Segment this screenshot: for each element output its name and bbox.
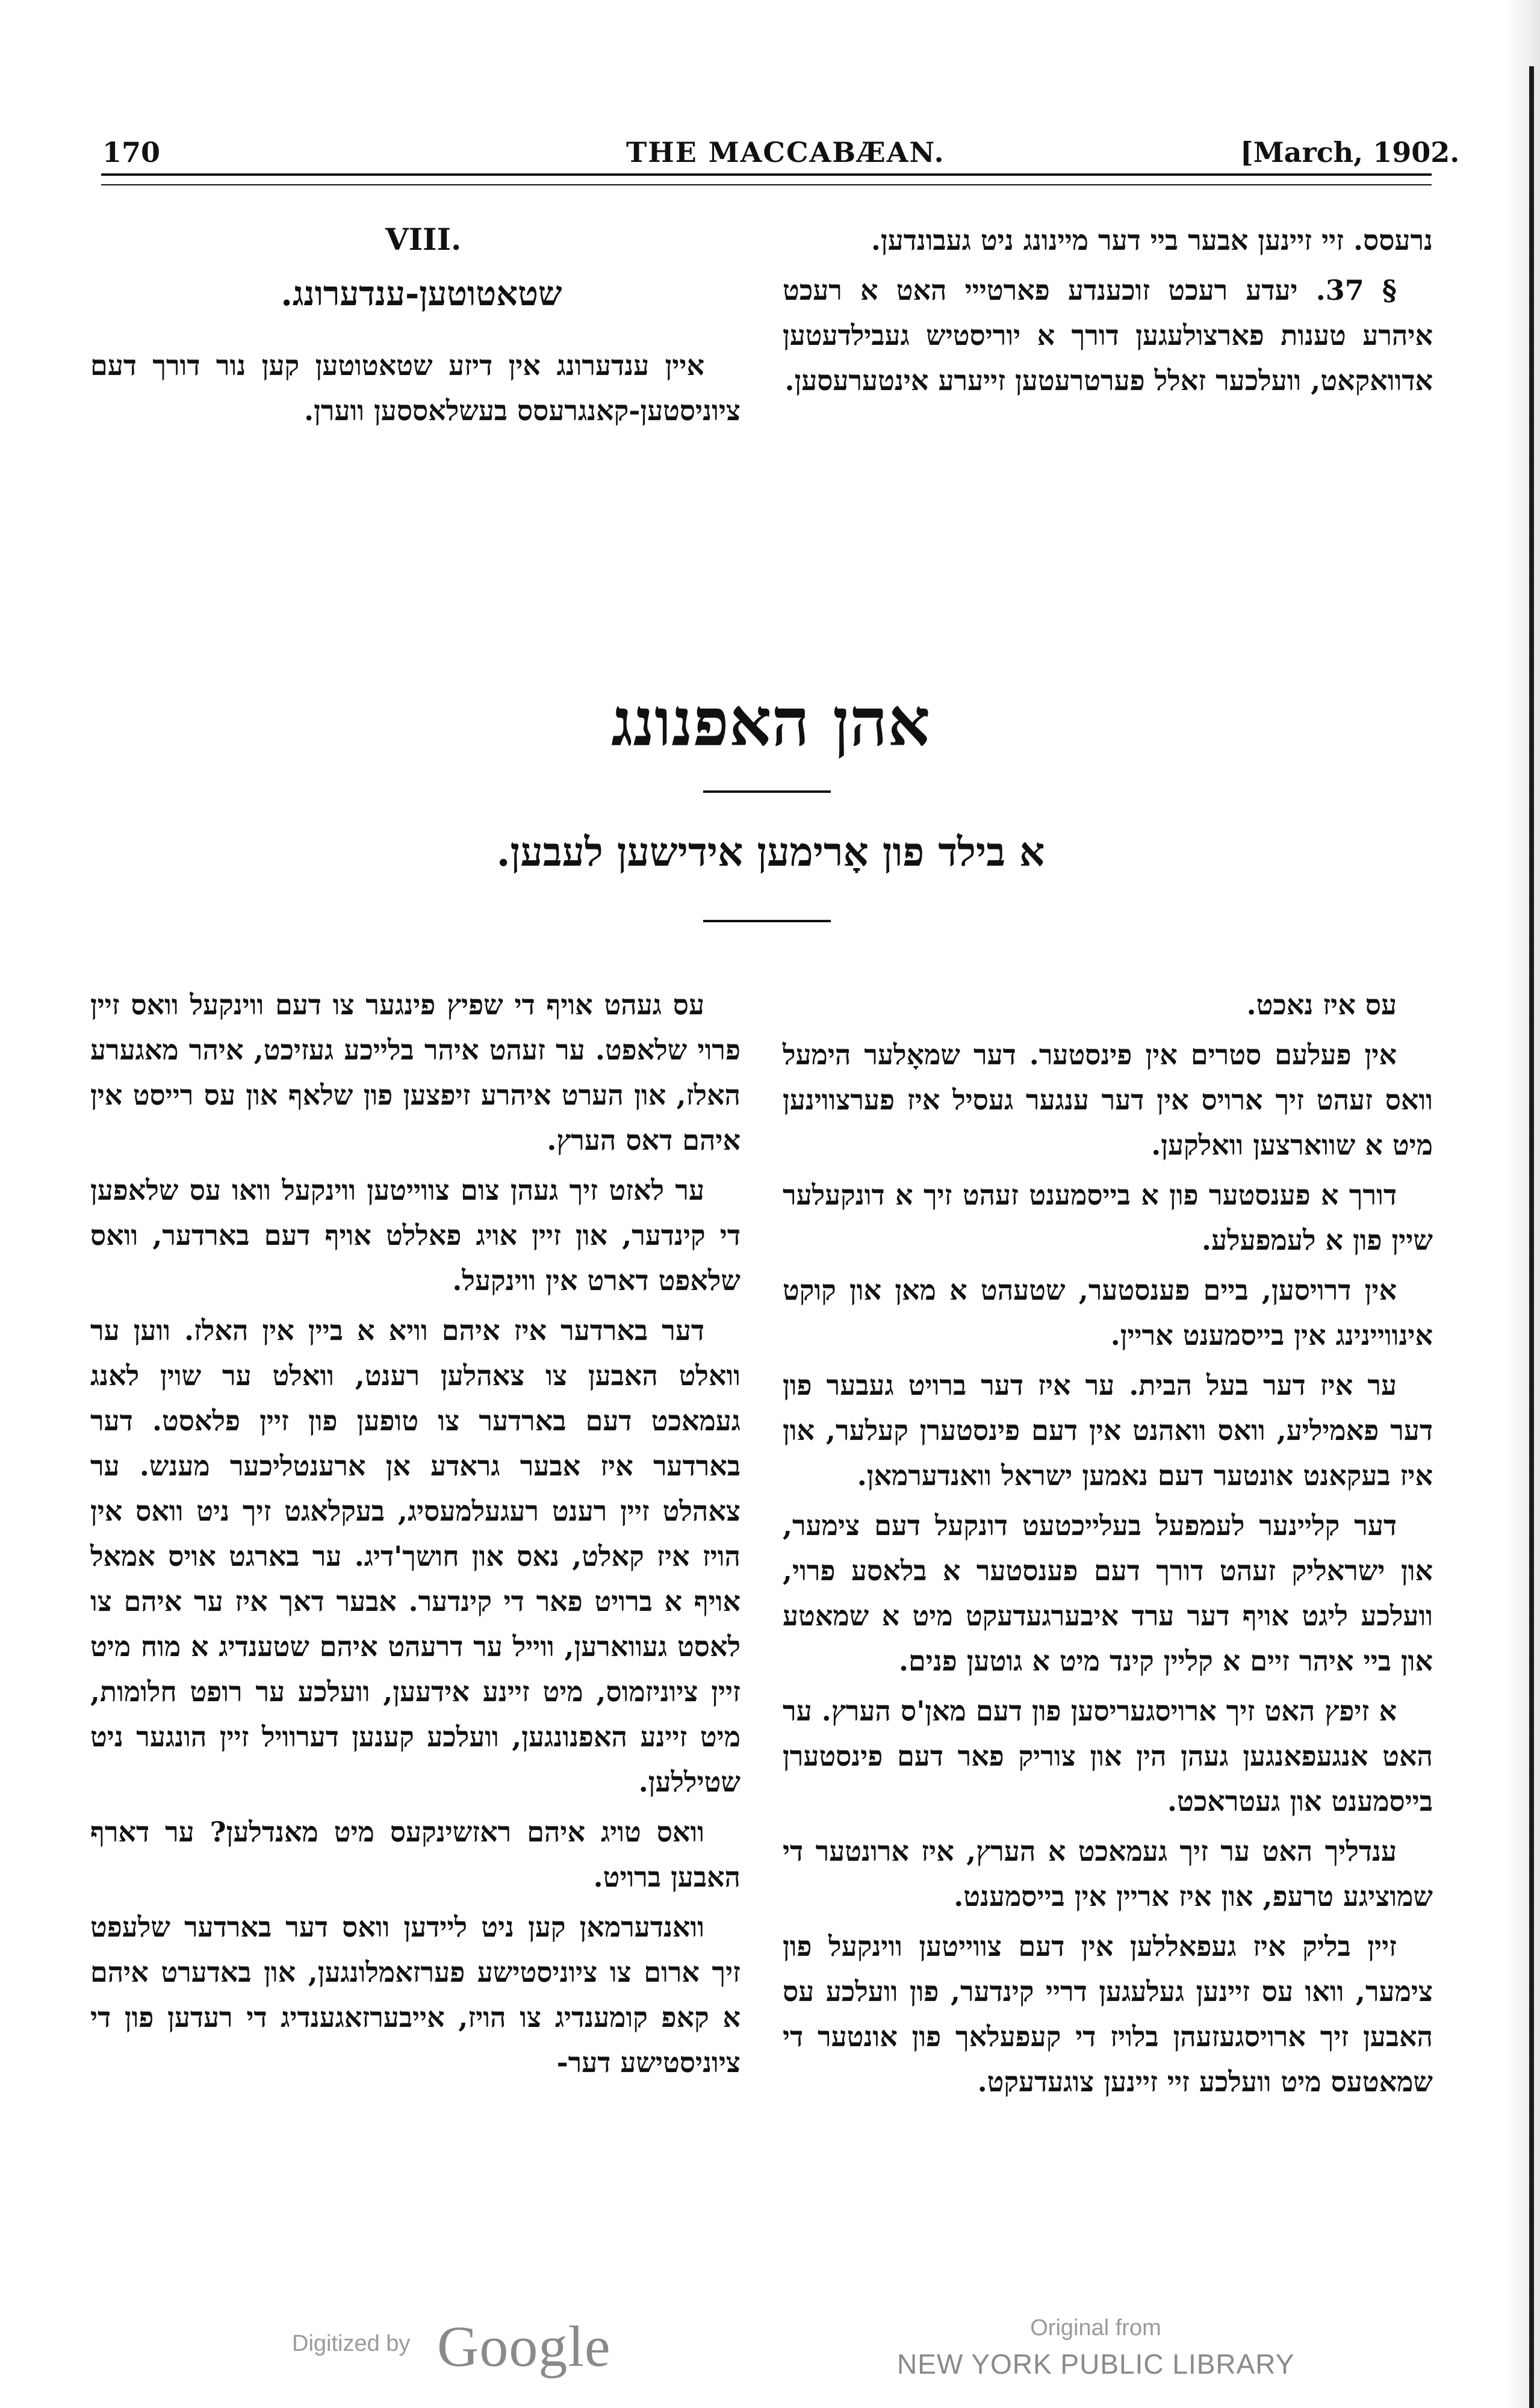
story-paragraph: ער איז דער בעל הבית. ער איז דער ברויט געבער פון דער פאמיליע, וואס וואהנט אין דעם פינסטערן קעלער, און איז בעקאנט אונטער דעם נאמען ישראל וואנדערמאן. [783,1369,1433,1492]
statutes-column [783,218,1433,408]
title-divider [703,790,831,793]
library-name: NEW YORK PUBLIC LIBRARY [897,2348,1295,2380]
page-edge [1505,0,1540,2408]
story-subtitle: א בילד פון אָרימען אידישען לעבען. [496,828,1045,875]
story-paragraph: ער לאזט זיך געהן צום צווייטען ווינקעל וואו עס שלאפען די קינדער, און זיין אויג פאללט אויף דעם בארדער, וואס שלאפט דארט אין ווינקעל. [90,1174,741,1297]
story-right-column [783,982,1433,2109]
digitized-by-label: Digitized by [292,2331,411,2356]
story-paragraph: אין פעלעם סטרים אין פינסטער. דער שמאָלער הימעל וואס זעהט זיך ארויס אין דער ענגער געסיל איז פערצווינען מיט א שווארצען וואלקען. [783,1038,1433,1161]
story-paragraph: עס געהט אויף די שפיץ פינגער צו דעם ווינקעל וואס זיין פרוי שלאפט. ער זעהט איהר בלייכע געזיכט, איהר מאגערע האלז, און הערט איהרע זיפצען פון שלאף און עס רייסט אין איהם דאס הערץ. [90,988,741,1156]
story-paragraph: וואנדערמאן קען ניט ליידען וואס דער בארדער שלעפט זיך ארום צו ציוניסטישע פערזאמלונגען, און באדערט איהם א קאפ קומענדיג צו הויז, אייבערזאגענדיג די רעדען פון די ציוניסטישע דער- [90,1911,741,2079]
story-paragraph: זיין בליק איז געפאללען אין דעם צווייטען ווינקעל פון צימער, וואו עס זיינען געלעגען דריי קינדער, פון וועלכע עס האבען זיך ארויסגעזעהן בלויז די קעפעלאך פון אונטער די שמאטעס מיט וועלכע זיי זיינען צוגעדעקט. [783,1930,1433,2098]
journal-title: THE MACCABÆAN. [626,136,945,169]
story-title: אהן האפנונג [611,683,930,761]
section-text: איין ענדערונג אין דיזע שטאטוטען קען נור דורך דעם ציוניסטען-קאנגרעסס בעשלאססען ווערן. [90,349,741,427]
story-paragraph: וואס טויג איהם ראזשינקעס מיט מאנדלען? ער דארף האבען ברויט. [90,1816,741,1893]
story-paragraph: דער קליינער לעמפעל בעלייכטעט דונקעל דעם צימער, און ישראליק זעהט דורך דעם פענסטער א בלאסע פרוי, וועלכע ליגט אויף דער ערד איבערגעדעקט מיט א שמאטע און ביי איהר זיים א קליין קינד מיט א גוטען פנים. [783,1509,1433,1677]
story-left-column [90,982,741,2090]
section-title: שטאטוטען-ענדערונג. [281,274,562,314]
page-number: 170 [102,136,161,169]
story-paragraph: א זיפץ האט זיך ארויסגעריסען פון דעם מאן'ס הערץ. ער האט אנגעפאנגען געהן הין און צוריק פאר דעם פינסטערן בייסמענט און געטראכט. [783,1695,1433,1817]
binding-edge [1529,66,1534,2408]
original-from-label: Original from [1030,2315,1161,2341]
header-rule-bottom [101,184,1432,185]
google-logo: Google [437,2314,611,2379]
statutes-paragraph: נרעסס. זיי זיינען אבער ביי דער מיינונג ניט געבונדען. [871,224,1433,256]
header-rule-top [101,173,1432,176]
story-paragraph: עס איז נאכט. [1246,988,1397,1021]
story-paragraph: ענדליך האט ער זיך געמאכט א הערץ, איז ארונטער די שמוציגע טרעפ, און איז אריין אין בייסמענט. [783,1835,1433,1913]
story-paragraph: דער בארדער איז איהם וויא א ביין אין האלז. ווען ער וואלט האבען צו צאהלען רענט, וואלט ער שוין לאנג געמאכט דעם בארדער צו טופען פון זיין פלאסט. דער בארדער איז אבער גראדע אן ארענטליכער מענש. ער צאהלט זיין רענט רעגעלמעסיג, בעקלאגט זיך ניט וואס אין הויז איז קאלט, נאס און חושך'דיג. ער בארגט אויס אמאל אויף א ברויט פאר די קינדער. אבער דאך איז ער איהם צו לאסט געווארען, ווייל ער דרעהט איהם שטענדיג א מוח מיט זיין ציוניזמוס, מיט זיינע אידעען, וועלכע ער רופט חלומות, מיט זיינע האפנונגען, וועלכע קענען דערוויל זיין הונגער ניט שטיללען. [90,1314,741,1798]
story-paragraph: דורך א פענסטער פון א בייסמענט זעהט זיך א דונקעלער שיין פון א לעמפעלע. [783,1179,1433,1256]
subtitle-divider [703,920,831,922]
issue-date: [March, 1902. [1240,136,1460,169]
statutes-paragraph: § 37. יעדע רעכט זוכענדע פארטייי האט א רעכט איהרע טענות פארצולעגען דורך א יוריסטיש געבילדעטען אדוואקאט, וועלכער זאלל פערטרעטען זייערע אינטערעסען. [783,274,1433,397]
section-number: VIII. [385,222,462,257]
section-text-block [90,343,741,438]
story-paragraph: אין דרויסען, ביים פענסטער, שטעהט א מאן און קוקט אינוויינינג אין בייסמענט אריין. [783,1274,1433,1351]
